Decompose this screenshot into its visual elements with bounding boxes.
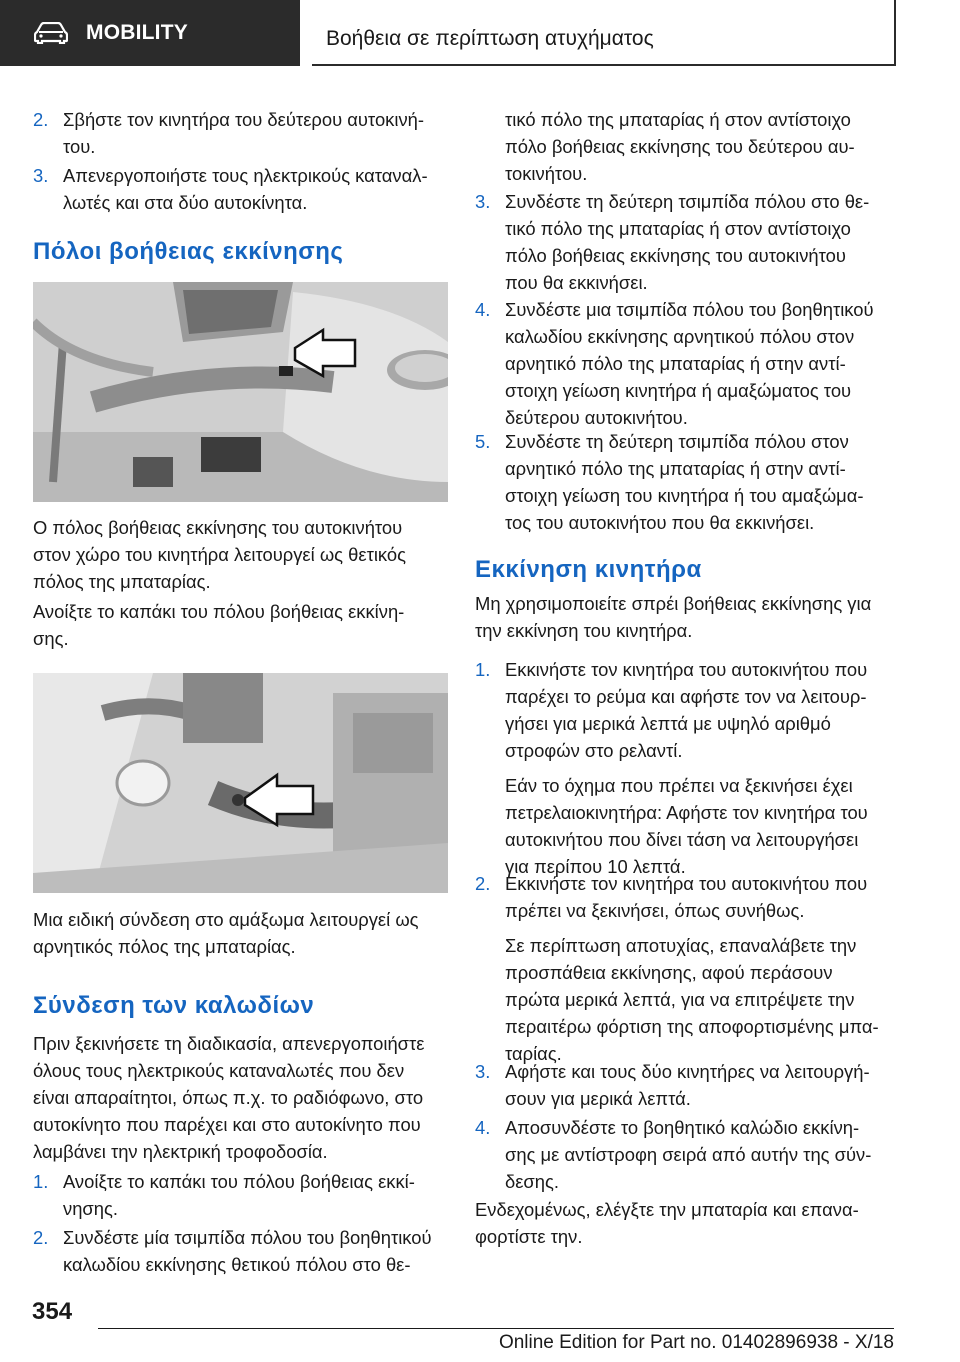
step-number: 5. bbox=[475, 431, 491, 452]
page-header bbox=[0, 0, 960, 66]
step-line: του. bbox=[63, 136, 96, 157]
ground-point-photo bbox=[33, 673, 448, 893]
section-heading: Σύνδεση των καλωδίων bbox=[33, 992, 315, 1019]
list-item: 4. Αποσυνδέστε το βοηθητικό καλώδιο εκκίνη- σης με αντίστροφη σειρά από αυτήν της σύν- δεσης. bbox=[475, 1114, 895, 1198]
engine-bay-photo bbox=[33, 282, 448, 502]
step-line: Απενεργοποιήστε τους ηλεκτρικούς καταναλ- bbox=[63, 165, 428, 186]
paragraph: Ανοίξτε το καπάκι του πόλου βοήθειας εκκίνη- σης. bbox=[33, 601, 405, 649]
step-number: 2. bbox=[33, 1227, 49, 1248]
paragraph: Ο πόλος βοήθειας εκκίνησης του αυτοκινήτου στον χώρο του κινητήρα λειτουργεί ως θετικός πόλος της μπαταρίας. bbox=[33, 517, 406, 592]
step-line: Ανοίξτε το καπάκι του πόλου βοήθειας εκκί- bbox=[63, 1171, 415, 1192]
step-line: λωτές και στα δύο αυτοκίνητα. bbox=[63, 192, 308, 213]
list-item: 3. Αφήστε και τους δύο κινητήρες να λειτουργή- σουν για μερικά λεπτά. bbox=[475, 1058, 895, 1114]
section-heading: Εκκίνηση κινητήρα bbox=[475, 556, 702, 583]
section-heading: Πόλοι βοήθειας εκκίνησης bbox=[33, 238, 344, 265]
step-number: 2. bbox=[33, 109, 49, 130]
list-item: 2. Εκκινήστε τον κινητήρα του αυτοκινήτου που πρέπει να ξεκινήσει, όπως συνήθως. Σε περίπτωση αποτυχίας, επαναλάβετε την προσπάθεια εκκίνησης, αφού περάσουν πρώτα μερικά λεπτά, για να επιτρέψετε την περαιτέρω φόρτιση της αποφορτισμένης μπα- ταρίας. bbox=[475, 870, 895, 1060]
list-item bbox=[33, 1224, 451, 1280]
step-number: 4. bbox=[475, 299, 491, 320]
section-label: MOBILITY bbox=[86, 21, 188, 44]
step-continuation: τικό πόλο της μπαταρίας ή στον αντίστοιχο πόλο βοήθειας εκκίνησης του δεύτερου αυ- τοκινήτου. bbox=[505, 109, 855, 184]
list-item: 1. Εκκινήστε τον κινητήρα του αυτοκινήτου που παρέχει το ρεύμα και αφήστε τον να λειτουρ- γήσει για μερικά λεπτά με υψηλό αριθμό στροφών στο ρελαντί. Εάν το όχημα που πρέπει να ξεκινήσει έχει πετρελαιοκινητήρα: Αφήστε τον κινητήρα του αυτοκινήτου που δίνει τάση να λειτουργήσει για περίπου 10 λεπτά. bbox=[475, 656, 895, 876]
step-line: καλωδίου εκκίνησης θετικού πόλου στο θε- bbox=[63, 1254, 411, 1275]
engine-photo-drawing bbox=[33, 282, 448, 502]
footer-divider bbox=[98, 1328, 894, 1329]
paragraph: Μη χρησιμοποιείτε σπρέι βοήθειας εκκίνησης για την εκκίνηση του κινητήρα. bbox=[475, 593, 872, 641]
step-line: Σβήστε τον κινητήρα του δεύτερου αυτοκινή- bbox=[63, 109, 424, 130]
list-item: 3. Συνδέστε τη δεύτερη τσιμπίδα πόλου στο θε- τικό πόλο της μπαταρίας ή στον αντίστοιχο πόλο βοήθειας εκκίνησης του αυτοκινήτου που θα εκκινήσει. bbox=[475, 188, 895, 298]
list-item bbox=[33, 1168, 451, 1224]
list-item: 4. Συνδέστε μια τσιμπίδα πόλου του βοηθητικού καλωδίου εκκίνησης αρνητικού πόλου στον αρνητικό πόλο της μπαταρίας ή στην αντί- στοιχη γείωση κινητήρα ή αμαξώματος του δεύτερου αυτοκινήτου. bbox=[475, 296, 895, 432]
step-line: Συνδέστε μία τσιμπίδα πόλου του βοηθητικού bbox=[63, 1227, 432, 1248]
page-number: 354 bbox=[32, 1298, 73, 1325]
paragraph: Μια ειδική σύνδεση στο αμάξωμα λειτουργεί ως αρνητικός πόλος της μπαταρίας. bbox=[33, 909, 419, 957]
ground-photo-drawing bbox=[33, 673, 448, 893]
paragraph: Ενδεχομένως, ελέγξτε την μπαταρία και επανα- φορτίστε την. bbox=[475, 1199, 859, 1247]
edition-note: Online Edition for Part no. 01402896938 - X/18 bbox=[498, 1332, 894, 1353]
step-number: 4. bbox=[475, 1117, 491, 1138]
list-item: 5. Συνδέστε τη δεύτερη τσιμπίδα πόλου στον αρνητικό πόλο της μπαταρίας ή στην αντί- στοιχη γείωση του κινητήρα ή του αμαξώμα- τος του αυτοκινήτου που θα εκκινήσει. bbox=[475, 428, 895, 538]
step-line: νησης. bbox=[63, 1198, 118, 1219]
step-number: 3. bbox=[33, 165, 49, 186]
section-badge bbox=[0, 0, 300, 66]
step-number: 1. bbox=[475, 659, 491, 680]
step-number: 3. bbox=[475, 1061, 491, 1082]
car-icon bbox=[34, 22, 68, 44]
chapter-title-box bbox=[312, 0, 896, 66]
list-item bbox=[33, 162, 451, 218]
step-number: 1. bbox=[33, 1171, 49, 1192]
paragraph: Πριν ξεκινήσετε τη διαδικασία, απενεργοποιήστε όλους τους ηλεκτρικούς καταναλωτές που δεν είναι απαραίτητοι, όπως π.χ. το ραδιόφωνο, στο αυτοκίνητο που παρέχει και στο αυτοκίνητο που λαμβάνει την ηλεκτρική τροφοδοσία. bbox=[33, 1033, 425, 1162]
step-number: 2. bbox=[475, 873, 491, 894]
step-number: 3. bbox=[475, 191, 491, 212]
chapter-title: Βοήθεια σε περίπτωση ατυχήματος bbox=[326, 27, 654, 50]
list-item bbox=[33, 106, 451, 162]
